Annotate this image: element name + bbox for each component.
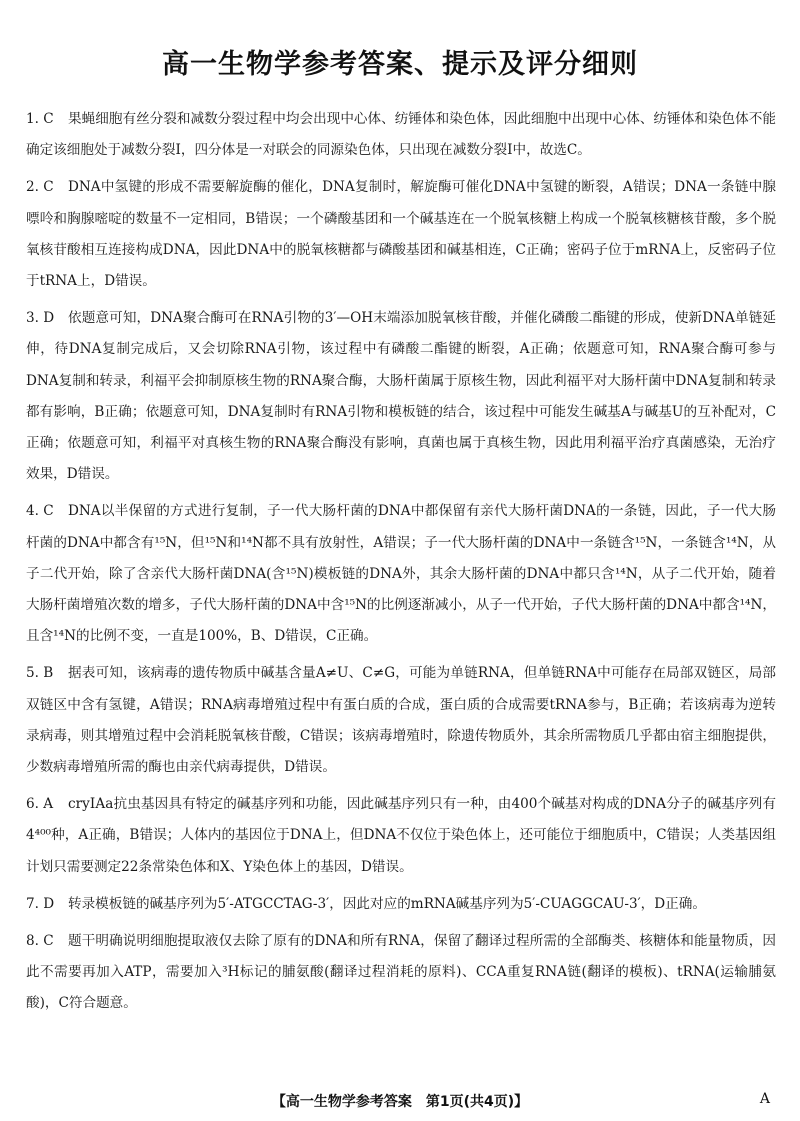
answer-item-6: [26, 789, 776, 883]
answer-number: 5. B: [26, 665, 54, 682]
answer-list: [26, 104, 776, 1026]
answer-item-8: [26, 926, 776, 1020]
answer-explanation: DNA以半保留的方式进行复制，子一代大肠杆菌的DNA中都保留有亲代大肠杆菌DNA的一条链，因此，子一代大肠杆菌的DNA中都含有¹⁵N，但¹⁵N和¹⁴N都不具有放射性，A错误；子一代大肠杆菌的DNA中一条链含¹⁵N，一条链含¹⁴N，从子二代开始，除了含亲代大肠杆菌DNA(含¹⁵N)模板链的DNA外，其余大肠杆菌的DNA中都只含¹⁴N，从子二代开始，随着大肠杆菌增殖次数的增多，子代大肠杆菌的DNA中含¹⁵N的比例逐渐减小，从子一代开始，子代大肠杆菌的DNA中都含¹⁴N，且含¹⁴N的比例不变，一直是100%，B、D错误，C正确。: [26, 503, 776, 645]
answer-item-7: [26, 889, 776, 920]
version-mark: A: [759, 1091, 770, 1107]
answer-number: 4. C: [26, 503, 54, 520]
answer-number: 7. D: [26, 895, 55, 912]
answer-explanation: cryⅠAa抗虫基因具有特定的碱基序列和功能，因此碱基序列只有一种，由400个碱基对构成的DNA分子的碱基序列有4⁴⁰⁰种，A正确，B错误；人体内的基因位于DNA上，但DNA不仅位于染色体上，还可能位于细胞质中，C错误；人类基因组计划只需要测定22条常染色体和X、Y染色体上的基因，D错误。: [26, 796, 776, 875]
answer-number: 2. C: [26, 179, 54, 196]
answer-explanation: 据表可知，该病毒的遗传物质中碱基含量A≠U、C≠G，可能为单链RNA，但单链RNA中可能存在局部双链区，局部双链区中含有氢键，A错误；RNA病毒增殖过程中有蛋白质的合成，蛋白质的合成需要tRNA参与，B正确；若该病毒为逆转录病毒，则其增殖过程中会消耗脱氧核苷酸，C错误；该病毒增殖时，除遗传物质外，其余所需物质几乎都由宿主细胞提供，少数病毒增殖所需的酶也由亲代病毒提供，D错误。: [26, 665, 776, 776]
page-title: 高一生物学参考答案、提示及评分细则: [162, 49, 638, 80]
answer-explanation: 果蝇细胞有丝分裂和减数分裂过程中均会出现中心体、纺锤体和染色体，因此细胞中出现中心体、纺锤体和染色体不能确定该细胞处于减数分裂Ⅰ，四分体是一对联会的同源染色体，只出现在减数分裂Ⅰ中，故选C。: [26, 111, 776, 159]
answer-item-4: [26, 496, 776, 652]
answer-number: 3. D: [26, 310, 55, 327]
answer-number: 6. A: [26, 796, 54, 813]
page-footer: 【高一生物学参考答案 第1页(共4页)】: [271, 1094, 529, 1110]
answer-number: 8. C: [26, 933, 54, 950]
answer-item-1: [26, 104, 776, 166]
answer-explanation: DNA中氢键的形成不需要解旋酶的催化，DNA复制时，解旋酶可催化DNA中氢键的断裂，A错误；DNA一条链中腺嘌呤和胸腺嘧啶的数量不一定相同，B错误；一个磷酸基团和一个碱基连在一个脱氧核糖上构成一个脱氧核糖核苷酸，多个脱氧核苷酸相互连接构成DNA，因此DNA中的脱氧核糖都与磷酸基团和碱基相连，C正确；密码子位于mRNA上，反密码子位于tRNA上，D错误。: [26, 179, 776, 290]
answer-item-5: [26, 658, 776, 783]
answer-number: 1. C: [26, 111, 54, 127]
answer-explanation: 题干明确说明细胞提取液仅去除了原有的DNA和所有RNA，保留了翻译过程所需的全部酶类、核糖体和能量物质，因此不需要再加入ATP，需要加入³H标记的脯氨酸(翻译过程消耗的原料)、CCA重复RNA链(翻译的模板)、tRNA(运输脯氨酸)，C符合题意。: [26, 933, 776, 1012]
answer-explanation: 依题意可知，DNA聚合酶可在RNA引物的3′—OH末端添加脱氧核苷酸，并催化磷酸二酯键的形成，使新DNA单链延伸，待DNA复制完成后，又会切除RNA引物，该过程中有磷酸二酯键的断裂，A正确；依题意可知，RNA聚合酶可参与DNA复制和转录，利福平会抑制原核生物的RNA聚合酶，大肠杆菌属于原核生物，因此利福平对大肠杆菌中DNA复制和转录都有影响，B正确；依题意可知，DNA复制时有RNA引物和模板链的结合，该过程中可能发生碱基A与碱基U的互补配对，C正确；依题意可知，利福平对真核生物的RNA聚合酶没有影响，真菌也属于真核生物，因此用利福平治疗真菌感染，无治疗效果，D错误。: [26, 310, 776, 483]
answer-item-2: [26, 172, 776, 297]
answer-item-3: [26, 303, 776, 490]
answer-explanation: 转录模板链的碱基序列为5′-ATGCCTAG-3′，因此对应的mRNA碱基序列为5′-CUAGGCAU-3′，D正确。: [68, 895, 706, 912]
